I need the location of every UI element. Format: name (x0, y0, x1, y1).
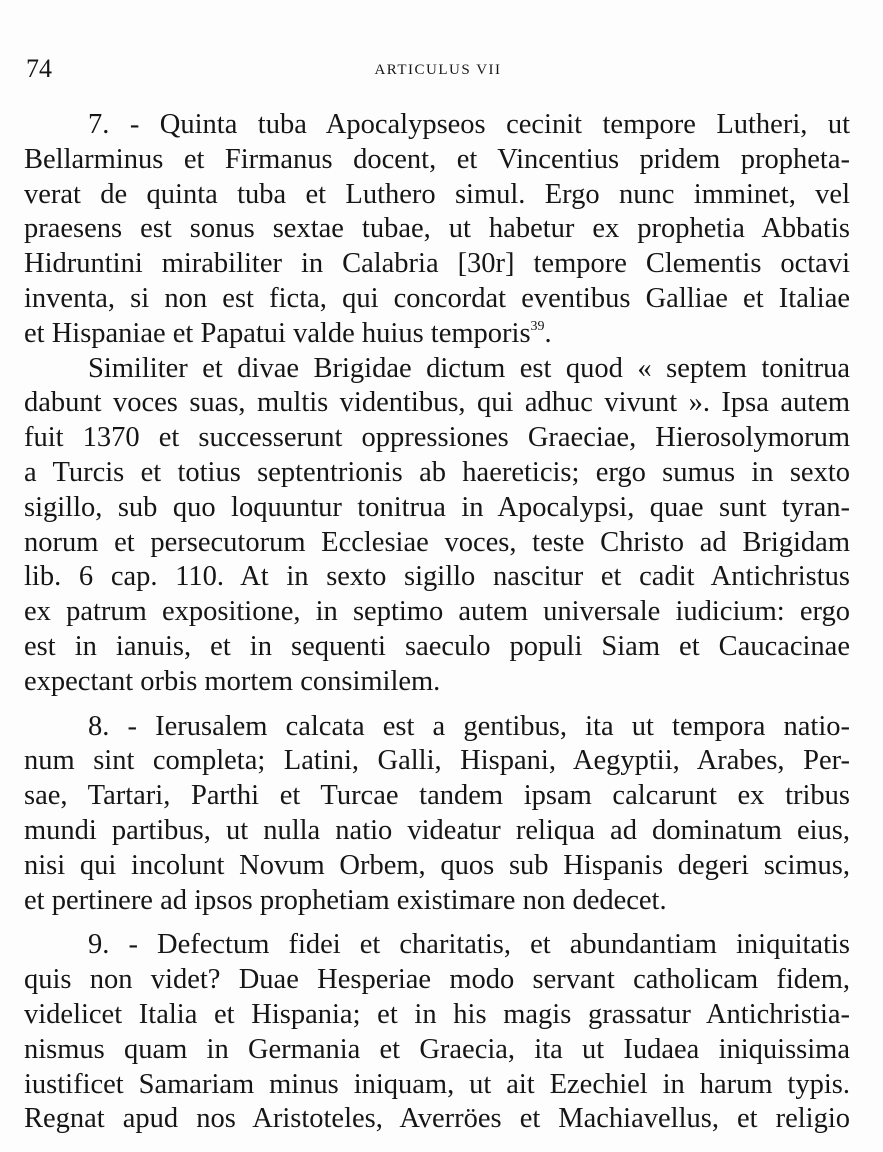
paragraph-gap (24, 918, 850, 928)
page-number: 74 (26, 54, 52, 83)
text-line: nisi qui incolunt Novum Orbem, quos sub Hispanis degeri scimus, (24, 849, 850, 881)
running-head: ARTICULUS VII (374, 62, 502, 78)
text-line-content: et Hispaniae et Papatui valde huius temporis (24, 317, 531, 349)
text-line: Similiter et divae Brigidae dictum est quod « septem tonitrua (88, 352, 850, 384)
text-line: a Turcis et totius septentrionis ab haereticis; ergo sumus in sexto (24, 456, 850, 488)
text-line: 7. - Quinta tuba Apocalypseos cecinit tempore Lutheri, ut (88, 109, 850, 140)
text-line: videlicet Italia et Hispania; et in his magis grassatur Antichristia- (24, 998, 850, 1030)
paragraph-8 (24, 710, 850, 919)
text-line: nismus quam in Germania et Graecia, ita ut Iudaea iniquissima (24, 1033, 850, 1065)
text-line: num sint completa; Latini, Galli, Hispani, Aegyptii, Arabes, Per- (24, 745, 850, 777)
text-line: et pertinere ad ipsos prophetiam existimare non dedecet. (24, 884, 667, 916)
paragraph-similiter (24, 352, 850, 700)
text-line: Hidruntini mirabiliter in Calabria [30r] tempore Clementis octavi (24, 248, 850, 280)
text-line: Regnat apud nos Aristoteles, Averröes et Machiavellus, et religio (24, 1103, 850, 1135)
footnote-reference[interactable]: 39 (530, 318, 545, 334)
text-line: mundi partibus, ut nulla natio videatur reliqua ad dominatum eius, (24, 814, 850, 846)
text-line: lib. 6 cap. 110. At in sexto sigillo nascitur et cadit Antichristus (24, 561, 850, 593)
text-line: 8. - Ierusalem calcata est a gentibus, ita ut tempora natio- (88, 710, 850, 742)
text-line: Bellarminus et Firmanus docent, et Vincentius pridem propheta- (24, 143, 850, 175)
sentence-period: . (544, 317, 552, 349)
body-text (24, 108, 850, 1137)
text-line: praesens est sonus sextae tubae, ut habetur ex prophetia Abbatis (24, 213, 850, 245)
text-line: 9. - Defectum fidei et charitatis, et abundantiam iniquitatis (88, 929, 850, 961)
text-line: dabunt voces suas, multis videntibus, qui adhuc vivunt ». Ipsa autem (24, 387, 850, 419)
text-line: ex patrum expositione, in septimo autem universale iudicium: ergo (24, 596, 850, 628)
text-line-with-footnote (24, 317, 850, 352)
text-line: quis non videt? Duae Hesperiae modo servant catholicam fidem, (24, 964, 850, 996)
text-line: est in ianuis, et in sequenti saeculo populi Siam et Caucacinae (24, 630, 850, 662)
text-line: iustificet Samariam minus iniquam, ut ait Ezechiel in harum typis. (24, 1068, 850, 1100)
text-line: sae, Tartari, Parthi et Turcae tandem ipsam calcarunt ex tribus (24, 780, 850, 812)
text-line: inventa, si non est ficta, qui concordat eventibus Galliae et Italiae (24, 282, 850, 314)
text-line: fuit 1370 et successerunt oppressiones Graeciae, Hierosolymorum (24, 422, 850, 454)
text-line: verat de quinta tuba et Luthero simul. Ergo nunc imminet, vel (24, 178, 850, 210)
text-line: expectant orbis mortem consimilem. (24, 665, 441, 697)
paragraph-gap (24, 700, 850, 710)
page-header (26, 52, 850, 92)
text-line: norum et persecutorum Ecclesiae voces, teste Christo ad Brigidam (24, 526, 850, 558)
paragraph-7 (24, 108, 850, 352)
paragraph-9 (24, 928, 850, 1137)
text-line: sigillo, sub quo loquuntur tonitrua in Apocalypsi, quae sunt tyran- (24, 491, 850, 523)
